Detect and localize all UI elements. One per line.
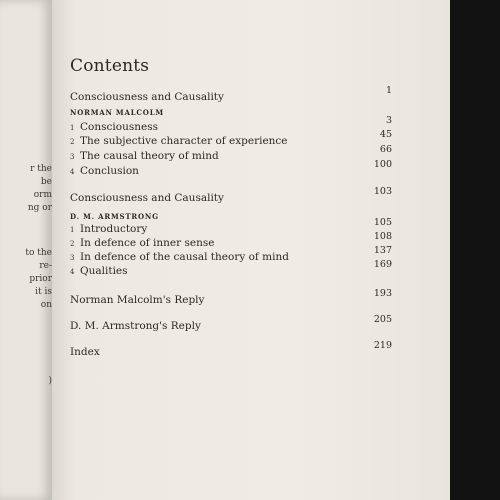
toc-section-heading (70, 186, 392, 204)
toc-item (70, 259, 392, 277)
page-number: 137 (373, 245, 392, 256)
page-number: 45 (379, 129, 392, 140)
left-page-fragment: orm (33, 190, 52, 200)
toc-item (70, 115, 392, 133)
item-number: 4 (70, 168, 75, 176)
page-number: 103 (373, 186, 392, 197)
toc-item (70, 245, 392, 263)
left-page-fragment: it is (35, 287, 52, 297)
page-number: 100 (373, 159, 392, 170)
author-name: D. M. ARMSTRONG (70, 212, 159, 221)
entry-label: D. M. Armstrong's Reply (70, 320, 201, 332)
item-number: 3 (70, 153, 75, 161)
left-page-fragment: re- (39, 261, 52, 271)
toc-section-heading (70, 85, 392, 103)
item-number: 1 (70, 226, 75, 234)
item-label: In defence of the causal theory of mind (80, 251, 289, 263)
toc-entry (70, 340, 392, 358)
page-number: 169 (373, 259, 392, 270)
page-number: 193 (373, 288, 392, 299)
left-page-fragment: to the (25, 248, 52, 258)
left-page-fragment: prior (29, 274, 52, 284)
item-number: 3 (70, 254, 75, 262)
item-label: The causal theory of mind (80, 150, 219, 162)
item-label: Conclusion (80, 165, 139, 177)
left-page (0, 0, 52, 500)
section-heading-label: Consciousness and Causality (70, 192, 224, 204)
page-number: 108 (373, 231, 392, 242)
item-number: 4 (70, 268, 75, 276)
item-number: 2 (70, 138, 75, 146)
item-label: In defence of inner sense (80, 237, 215, 249)
page-title: Contents (70, 56, 150, 76)
item-label: Qualities (80, 265, 128, 277)
item-number: 2 (70, 240, 75, 248)
toc-item (70, 231, 392, 249)
author-name: NORMAN MALCOLM (70, 108, 164, 117)
left-page-fragment: on (40, 300, 52, 310)
page-number: 3 (385, 115, 392, 126)
toc-item (70, 129, 392, 147)
section-heading-label: Consciousness and Causality (70, 91, 224, 103)
item-label: Consciousness (80, 121, 158, 133)
page-number: 1 (385, 85, 392, 96)
page-number: 205 (373, 314, 392, 325)
toc-author (70, 100, 392, 117)
toc-entry (70, 288, 392, 306)
item-number: 1 (70, 124, 75, 132)
left-page-fragment: ng or (27, 203, 52, 213)
toc-entry (70, 314, 392, 332)
page-number: 66 (379, 144, 392, 155)
dark-background (450, 0, 500, 500)
left-page-fragment: be (40, 177, 52, 187)
page-number: 219 (373, 340, 392, 351)
item-label: Introductory (80, 223, 148, 235)
toc-item (70, 159, 392, 177)
item-label: The subjective character of experience (80, 135, 288, 147)
toc-item (70, 217, 392, 235)
entry-label: Index (70, 346, 100, 358)
left-page-fragment: r the (30, 164, 52, 174)
left-page-fragment: ) (48, 376, 52, 386)
contents-page (52, 0, 450, 500)
toc-item (70, 144, 392, 162)
page-number: 105 (373, 217, 392, 228)
toc-author (70, 204, 392, 221)
entry-label: Norman Malcolm's Reply (70, 294, 205, 306)
